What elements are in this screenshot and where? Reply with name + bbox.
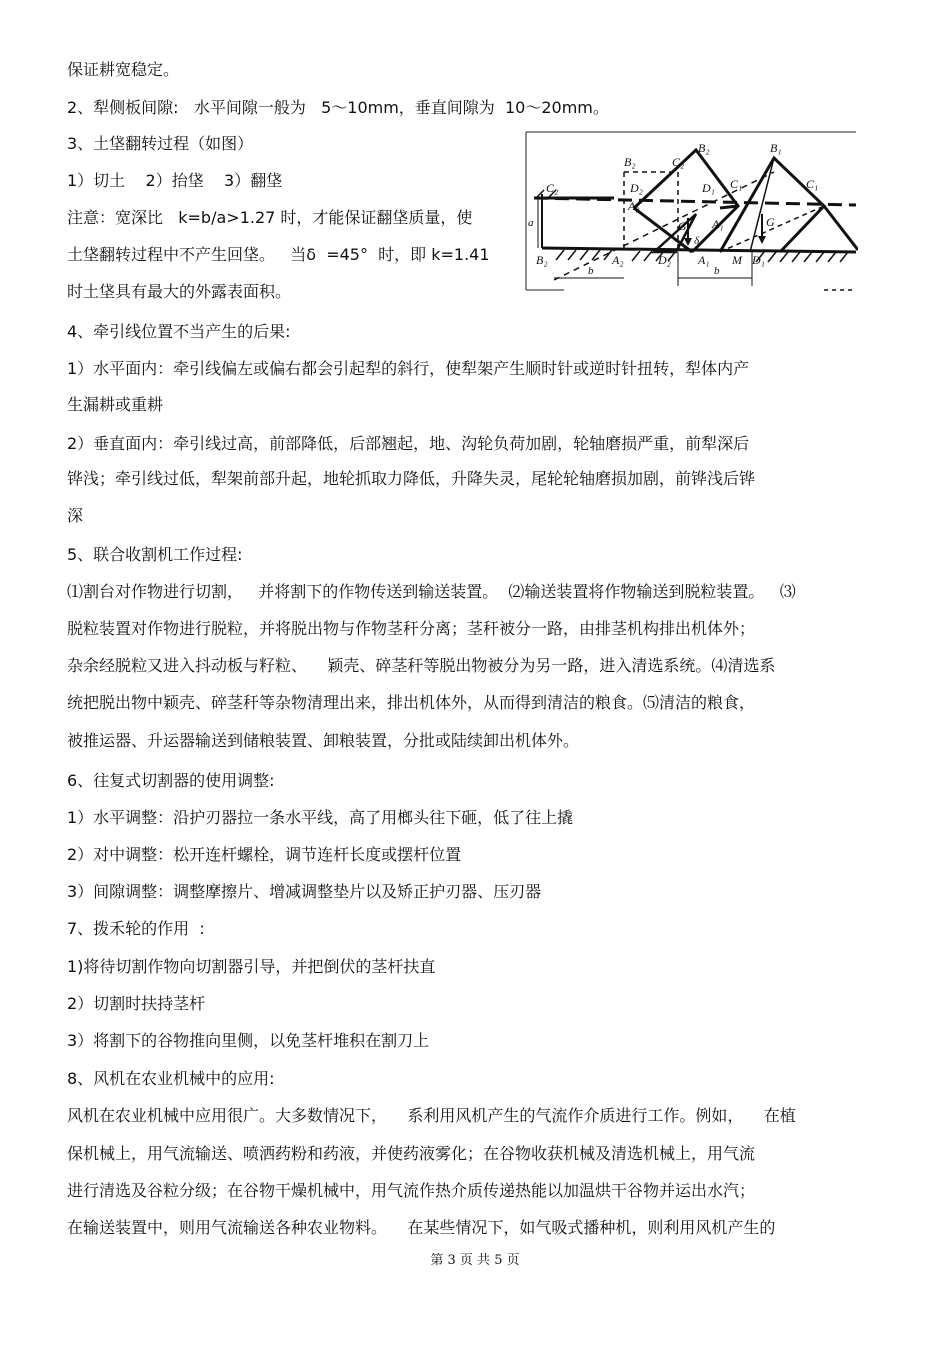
text-line: 2）切割时扶持茎杆 (67, 994, 206, 1013)
text-line: 风机在农业机械中应用很广。大多数情况下， 系利用风机产生的气流作介质进行工作。例如， 在植 (67, 1106, 796, 1125)
text-line: 7、拨禾轮的作用 : (67, 919, 205, 938)
label-m: M (732, 253, 742, 267)
text-line: 6、往复式切割器的使用调整: (67, 771, 275, 790)
page-footer: 第 3 页 共 5 页 (430, 1253, 520, 1268)
text-line: 3、土垡翻转过程（如图） (67, 134, 254, 153)
text-line: 1)将待切割作物向切割器引导，并把倒伏的茎杆扶直 (67, 957, 436, 976)
label-c1-mid: C₁ (730, 177, 743, 191)
label-delta: δ (694, 235, 700, 247)
label-b-left: b (588, 265, 594, 277)
text-line: 1）水平调整：沿护刃器拉一条水平线，高了用榔头往下砸，低了往上撬 (67, 808, 574, 827)
label-b2-peak: B₂ (698, 141, 710, 155)
label-a2-bottom: A₂ (612, 253, 624, 267)
text-line: 杂余经脱粒又进入抖动板与籽粒、 颖壳、碎茎秆等脱出物被分为另一路，进入清选系统。⑷清选系 (67, 656, 776, 675)
label-a2: A₂ (628, 199, 640, 213)
text-line: 土垡翻转过程中不产生回垡。 当δ =45° 时，即 k=1.41 (67, 245, 490, 264)
label-b1: B₁ (770, 141, 782, 155)
label-d1-bottom: D₁ (752, 253, 765, 267)
label-c2-top: C₂ (672, 155, 685, 169)
label-a1-bottom: A₁ (698, 253, 710, 267)
label-c1-right: C₁ (806, 177, 819, 191)
text-line: 生漏耕或重耕 (67, 395, 164, 414)
label-g2: G (766, 215, 775, 229)
text-line: 铧浅；牵引线过低，犁架前部升起，地轮抓取力降低，升降失灵，尾轮轮轴磨损加剧，前铧浅后铧 (67, 469, 756, 488)
text-line: 被推运器、升运器输送到储粮装置、卸粮装置，分批或陆续卸出机体外。 (67, 731, 580, 750)
text-line: 2、犁侧板间隙: 水平间隙一般为 5～10mm，垂直间隙为 10～20mm。 (67, 98, 609, 117)
label-g1: G (678, 219, 687, 233)
text-line: 4、牵引线位置不当产生的后果: (67, 322, 291, 341)
text-line: 8、风机在农业机械中的应用: (67, 1069, 275, 1088)
text-line: 时土垡具有最大的外露表面积。 (67, 282, 292, 301)
text-line: 1）水平面内：牵引线偏左或偏右都会引起犁的斜行，使犁架产生顺时针或逆时针扭转，犁体内产 (67, 359, 750, 378)
text-line: 统把脱出物中颖壳、碎茎秆等杂物清理出来，排出机体外，从而得到清洁的粮食。⑸清洁的粮食， (67, 693, 756, 712)
label-b-right: b (714, 265, 720, 277)
label-d2-bottom: D₂ (658, 253, 671, 267)
text-line: 在输送装置中，则用气流输送各种农业物料。 在某些情况下，如气吸式播种机，则利用风机产生的 (67, 1218, 776, 1237)
text-line: 1）切土 2）抬垡 3）翻垡 (67, 171, 283, 190)
text-line: 2）对中调整：松开连杆螺栓，调节连杆长度或摆杆位置 (67, 845, 462, 864)
label-a: a (528, 217, 534, 229)
soil-slice-turning-diagram (524, 130, 858, 292)
text-line: ⑴割台对作物进行切割， 并将割下的作物传送到输送装置。 ⑵输送装置将作物输送到脱粒装置。 ⑶ (67, 582, 796, 601)
text-line: 保证耕宽稳定。 (67, 60, 180, 79)
label-d1-mid: D₁ (702, 181, 715, 195)
label-c2-left: C₂ (546, 181, 559, 195)
text-line: 注意：宽深比 k=b/a>1.27 时，才能保证翻垡质量，使 (67, 208, 473, 227)
label-a1: A₁ (712, 217, 724, 231)
text-line: 深 (67, 506, 84, 525)
text-line: 保机械上，用气流输送、喷洒药粉和药液，并使药液雾化；在谷物收获机械及清选机械上，用气流 (67, 1144, 756, 1163)
text-line: 脱粒装置对作物进行脱粒，并将脱出物与作物茎秆分离；茎秆被分一路，由排茎机构排出机体外； (67, 619, 756, 638)
text-line: 3）间隙调整：调整摩擦片、增减调整垫片以及矫正护刃器、压刃器 (67, 882, 542, 901)
text-line: 3）将割下的谷物推向里侧，以免茎杆堆积在割刀上 (67, 1031, 430, 1050)
text-line: 5、联合收割机工作过程: (67, 545, 243, 564)
label-b2-top: B₂ (624, 155, 636, 169)
label-d2: D₂ (630, 181, 643, 195)
text-line: 2）垂直面内：牵引线过高，前部降低，后部翘起，地、沟轮负荷加剧，轮轴磨损严重，前犁深后 (67, 434, 750, 453)
text-line: 进行清选及谷粒分级；在谷物干燥机械中，用气流作热介质传递热能以加温烘干谷物并运出水汽； (67, 1181, 756, 1200)
label-b2-bottom: B₂ (536, 253, 548, 267)
